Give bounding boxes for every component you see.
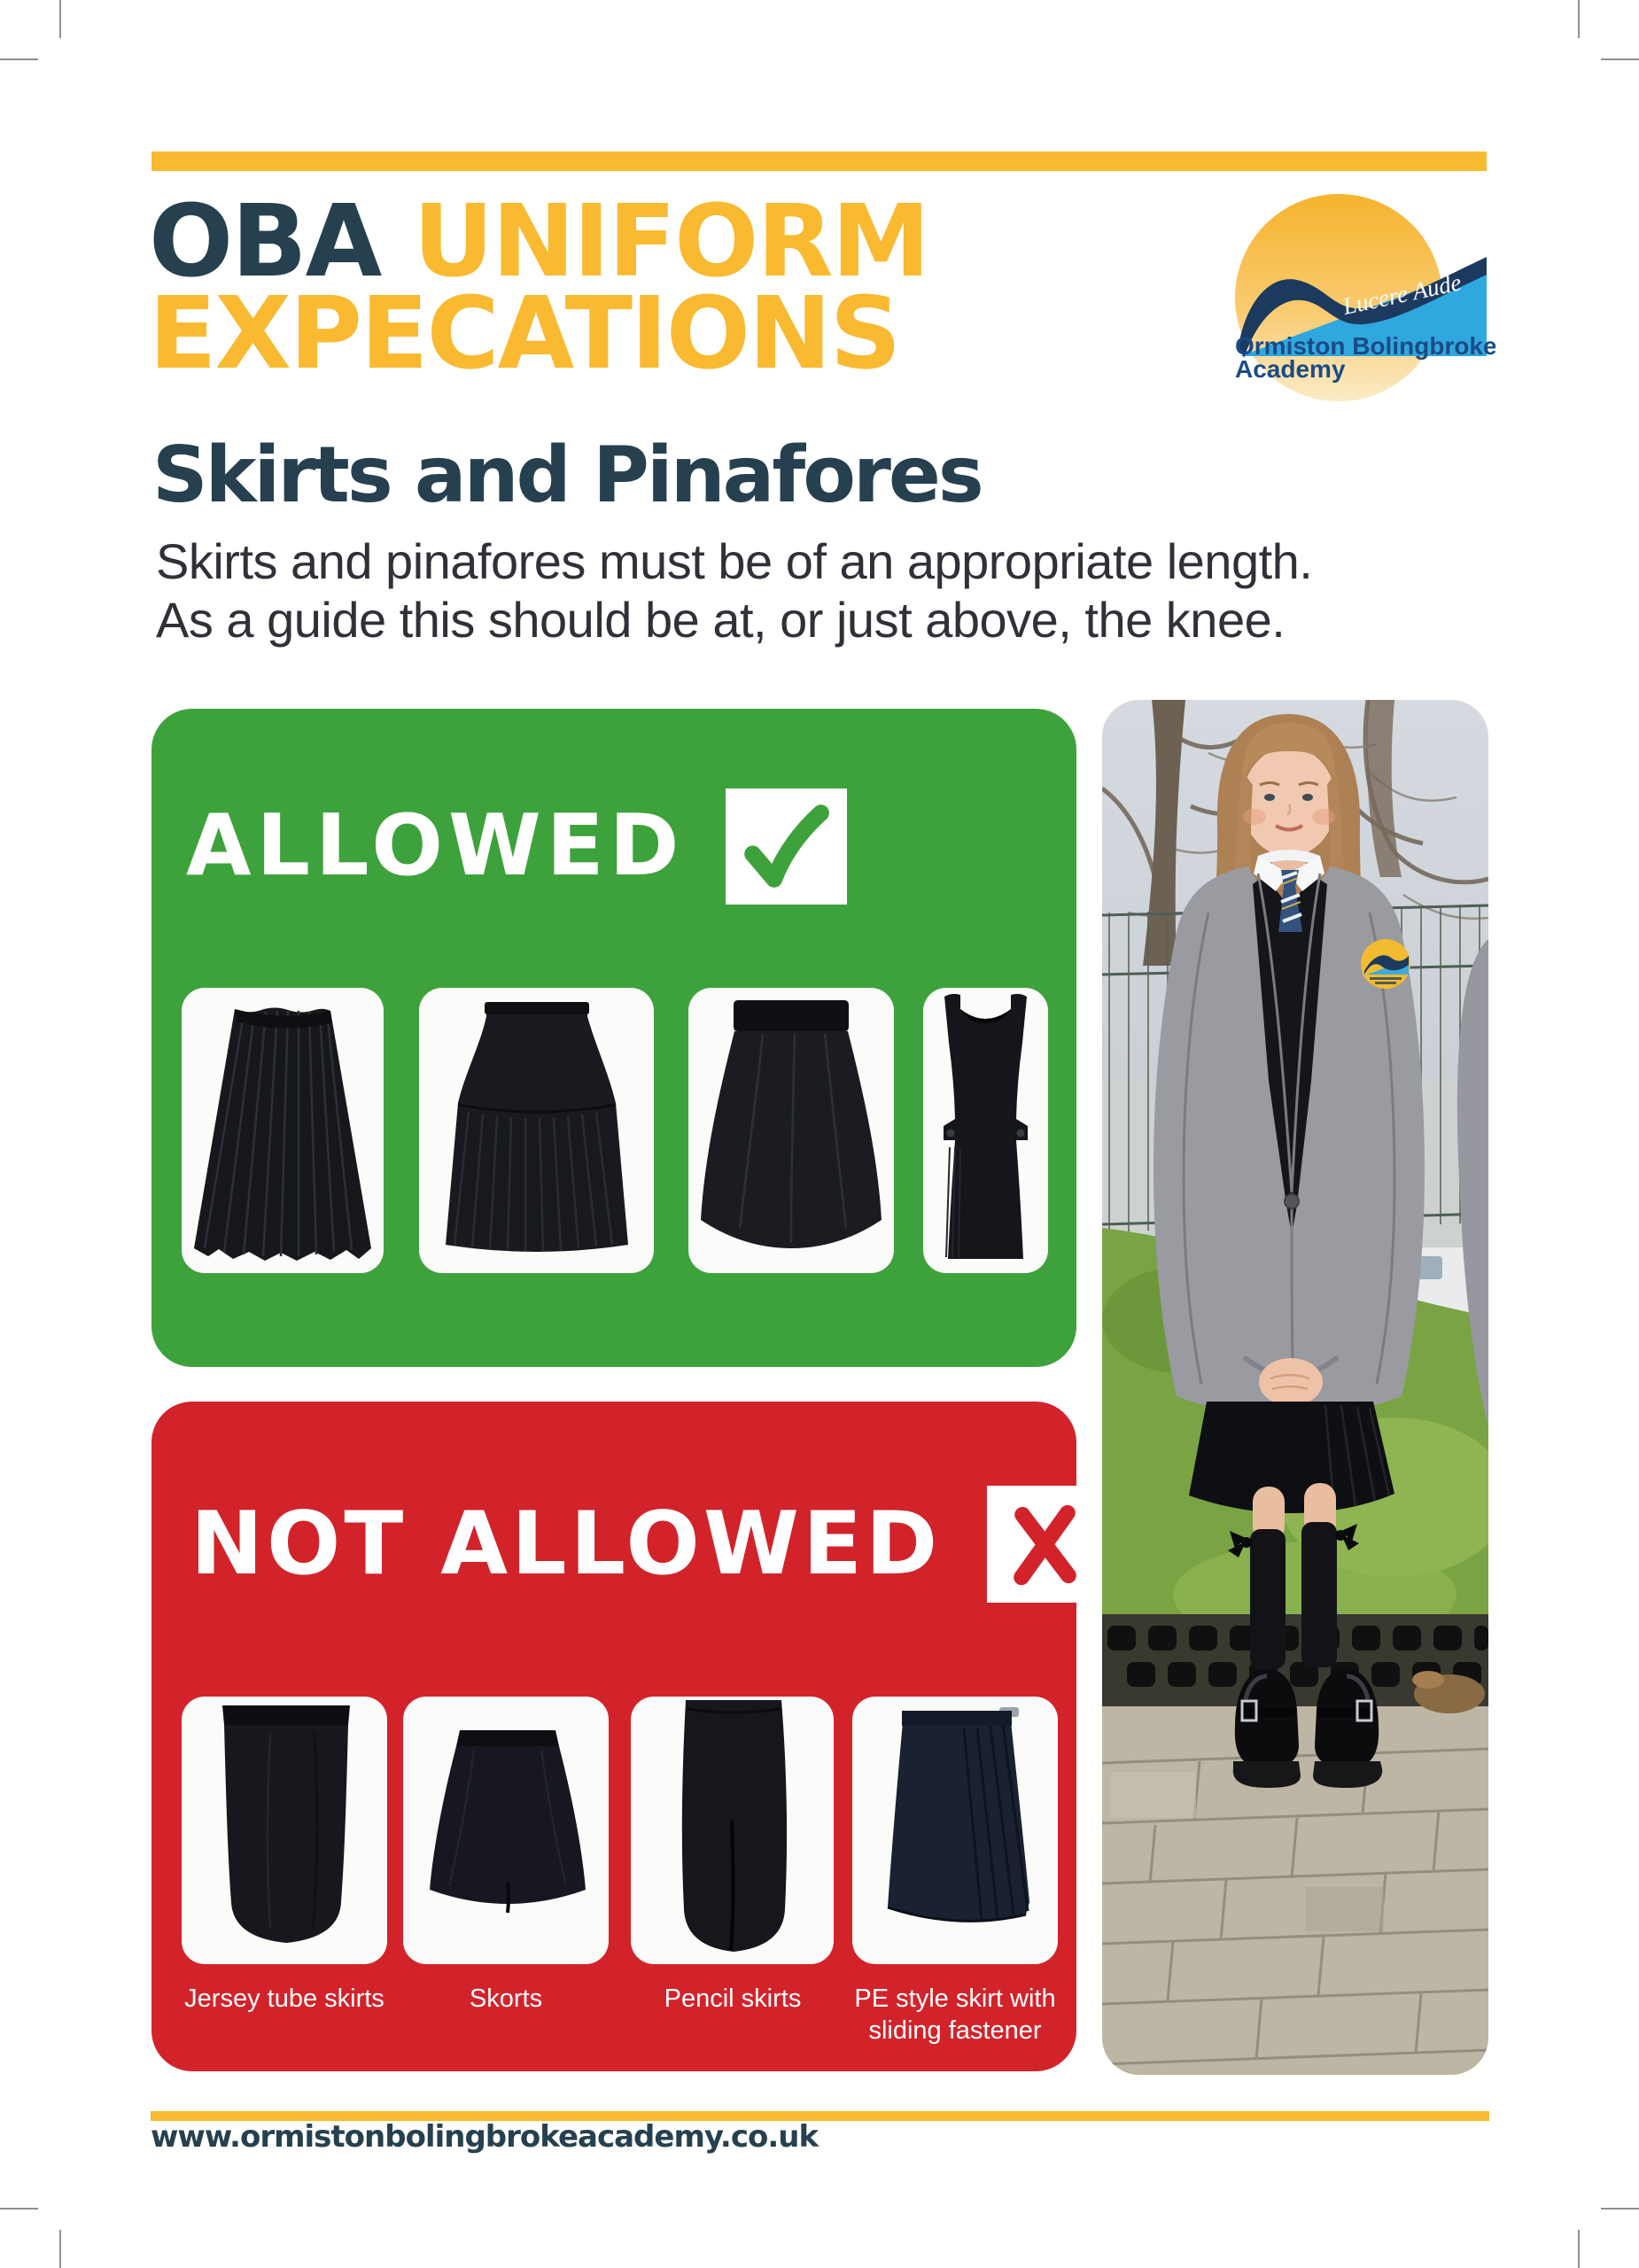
allowed-label: ALLOWED xyxy=(186,797,685,895)
allowed-card-pinafore xyxy=(923,988,1048,1273)
allowed-banner xyxy=(186,780,847,913)
crop-mark xyxy=(0,2208,38,2210)
title-oba: OBA xyxy=(149,184,414,299)
school-logo-icon xyxy=(1230,188,1495,408)
crop-mark xyxy=(1601,58,1639,60)
title-uniform: UNIFORM xyxy=(413,184,929,299)
not-allowed-label: NOT ALLOWED xyxy=(190,1494,942,1595)
allowed-card-drop-waist-skirt xyxy=(419,988,654,1273)
not-allowed-card-skort xyxy=(403,1697,609,1964)
crop-mark xyxy=(59,2230,61,2268)
skort-image xyxy=(403,1697,609,1964)
top-rule xyxy=(151,151,1487,171)
pupil-uniform-photo xyxy=(1102,700,1488,2075)
school-logo xyxy=(1230,188,1495,408)
pleated-skirt-image xyxy=(182,988,384,1273)
logo-name-line1: Ormiston Bolingbroke xyxy=(1235,332,1495,360)
pinafore-image xyxy=(923,988,1048,1273)
not-allowed-card-pe-skirt xyxy=(852,1697,1058,1964)
section-heading: Skirts and Pinafores xyxy=(152,430,982,520)
flared-skirt-image xyxy=(688,988,894,1273)
logo-motto: Lucere Aude xyxy=(1340,268,1464,320)
pe-skirt-image xyxy=(852,1697,1058,1964)
logo-name-line2: Academy xyxy=(1235,355,1346,383)
crop-mark xyxy=(1578,0,1580,38)
checkmark-icon xyxy=(726,788,847,905)
caption-skorts: Skorts xyxy=(469,1984,543,2013)
jersey-tube-skirt-image xyxy=(182,1697,387,1964)
caption-jersey-tube-skirts: Jersey tube skirts xyxy=(184,1984,385,2013)
pencil-skirt-image xyxy=(631,1697,834,1964)
allowed-card-flared-skirt xyxy=(688,988,894,1273)
crop-mark xyxy=(0,58,38,60)
not-allowed-card-pencil-skirt xyxy=(631,1697,834,1964)
caption-pe-style-skirt: PE style skirt with sliding fastener xyxy=(854,1984,1056,2045)
allowed-card-pleated-skirt xyxy=(182,988,384,1273)
drop-waist-skirt-image xyxy=(419,988,654,1273)
intro-line1: Skirts and pinafores must be of an appropriate length. xyxy=(156,533,1313,589)
pupil-photo-image xyxy=(1102,700,1488,2075)
footer-url: www.ormistonbolingbrokeacademy.co.uk xyxy=(151,2119,819,2155)
crop-mark xyxy=(1601,2208,1639,2210)
crop-mark xyxy=(1578,2230,1580,2268)
caption-pencil-skirts: Pencil skirts xyxy=(664,1984,802,2013)
crop-mark xyxy=(59,0,61,38)
cross-icon xyxy=(987,1486,1102,1603)
not-allowed-card-jersey-tube-skirt xyxy=(182,1697,387,1964)
intro-line2: As a guide this should be at, or just above, the knee. xyxy=(156,592,1286,648)
page-title-line2: EXPECATIONS xyxy=(149,276,900,392)
not-allowed-banner xyxy=(190,1478,1102,1611)
